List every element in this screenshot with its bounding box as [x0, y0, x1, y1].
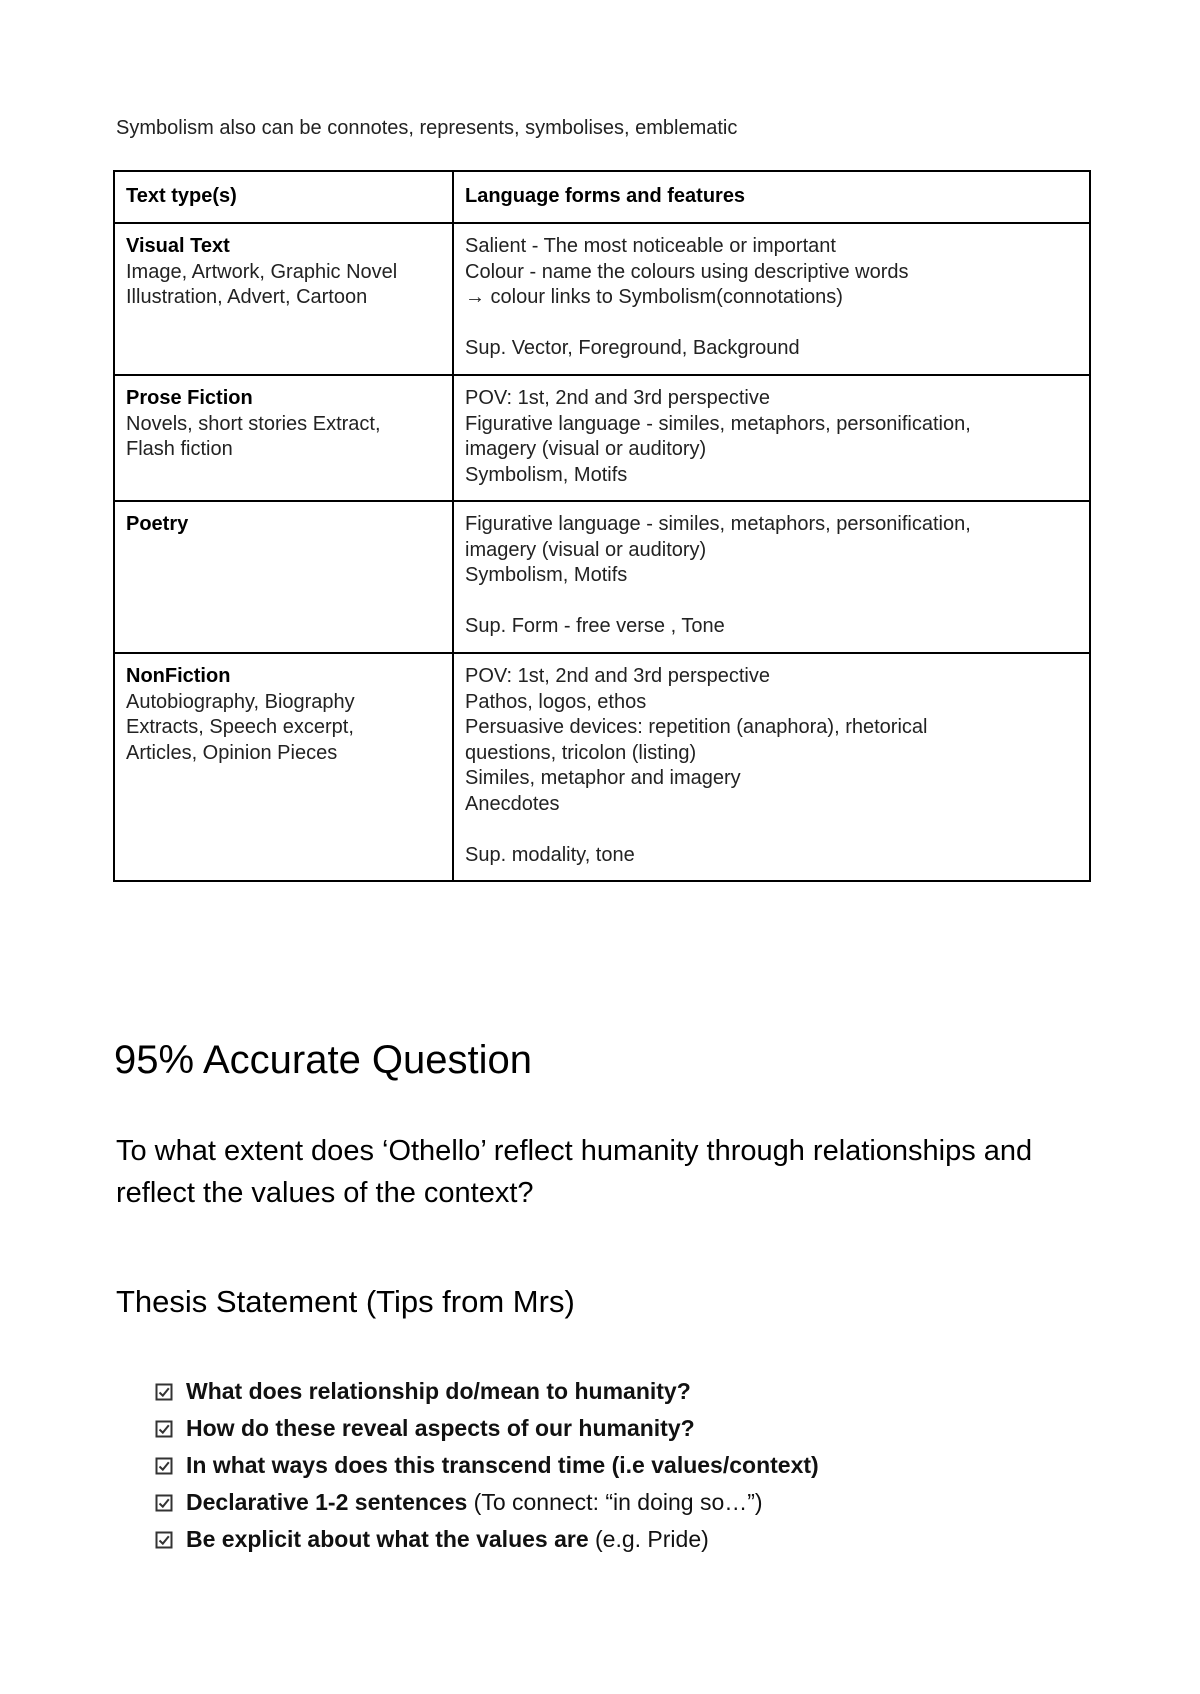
text-type-example: Articles, Opinion Pieces [126, 741, 338, 764]
feature-line: Figurative language - similes, metaphors, personification, [465, 513, 971, 535]
tip-text: Be explicit about what the values are (e.g. Pride) [186, 1526, 709, 1552]
tip-text: How do these reveal aspects of our humanity? [186, 1415, 695, 1441]
text-type-example: Novels, short stories Extract, [126, 412, 381, 435]
feature-line: Anecdotes [465, 792, 560, 815]
header-text-types: Text type(s) [114, 171, 453, 223]
tip-text: What does relationship do/mean to humanity? [186, 1378, 691, 1404]
features-cell [453, 375, 1090, 501]
checked-box-icon [155, 1494, 173, 1512]
feature-line: Pathos, logos, ethos [465, 690, 647, 713]
text-type-example: Image, Artwork, Graphic Novel [126, 260, 398, 283]
essay-question: To what extent does ‘Othello’ reflect humanity through relationships and reflect the values of the context? [116, 1135, 1033, 1209]
feature-line: imagery (visual or auditory) [465, 438, 707, 460]
table-row [114, 653, 1090, 881]
tip-text: Declarative 1-2 sentences (To connect: “in doing so…”) [186, 1489, 763, 1515]
checked-box-icon [155, 1420, 173, 1438]
checked-box-icon [155, 1531, 173, 1549]
table-row [114, 501, 1090, 653]
text-type-cell [114, 223, 453, 375]
feature-line: Symbolism, Motifs [465, 463, 628, 486]
feature-line: Sup. modality, tone [465, 843, 635, 866]
text-type-example: Illustration, Advert, Cartoon [126, 286, 368, 308]
question-heading: 95% Accurate Question [114, 1038, 533, 1082]
text-type-name: Prose Fiction [126, 387, 253, 409]
text-type-cell [114, 375, 453, 501]
thesis-heading: Thesis Statement (Tips from Mrs) [116, 1284, 575, 1319]
feature-line: Salient - The most noticeable or important [465, 235, 836, 257]
tip-text: In what ways does this transcend time (i.e values/context) [186, 1452, 819, 1478]
feature-line: → colour links to Symbolism(connotations) [465, 286, 843, 308]
feature-line: Figurative language - similes, metaphors, personification, [465, 412, 971, 435]
feature-line: POV: 1st, 2nd and 3rd perspective [465, 387, 770, 409]
header-language-features: Language forms and features [453, 171, 1090, 223]
table-header-row [114, 171, 1090, 223]
feature-line: Sup. Form - free verse , Tone [465, 615, 725, 637]
text-type-name: Visual Text [126, 235, 230, 257]
text-type-name: Poetry [126, 513, 189, 535]
table-row [114, 223, 1090, 375]
table-row [114, 375, 1090, 501]
text-type-example: Flash fiction [126, 438, 233, 460]
feature-line: POV: 1st, 2nd and 3rd perspective [465, 665, 770, 687]
feature-line: Similes, metaphor and imagery [465, 767, 741, 789]
list-item [155, 1521, 819, 1558]
feature-line: Symbolism, Motifs [465, 564, 628, 586]
features-cell [453, 501, 1090, 653]
text-type-name: NonFiction [126, 665, 231, 687]
checked-box-icon [155, 1457, 173, 1475]
text-type-cell [114, 653, 453, 881]
checked-box-icon [155, 1383, 173, 1401]
text-type-example: Extracts, Speech excerpt, [126, 716, 354, 738]
feature-line: Colour - name the colours using descriptive words [465, 260, 909, 283]
feature-line: questions, tricolon (listing) [465, 741, 697, 764]
text-type-cell [114, 501, 453, 653]
list-item [155, 1410, 819, 1447]
feature-line: Sup. Vector, Foreground, Background [465, 337, 800, 359]
thesis-tips-list [155, 1373, 819, 1558]
feature-line: Persuasive devices: repetition (anaphora), rhetorical [465, 716, 928, 738]
language-features-table [113, 170, 1091, 882]
features-cell [453, 653, 1090, 881]
text-type-example: Autobiography, Biography [126, 690, 355, 713]
intro-text: Symbolism also can be connotes, represents, symbolises, emblematic [116, 117, 738, 139]
feature-line: imagery (visual or auditory) [465, 538, 707, 561]
list-item [155, 1447, 819, 1484]
features-cell [453, 223, 1090, 375]
list-item [155, 1373, 819, 1410]
list-item [155, 1484, 819, 1521]
